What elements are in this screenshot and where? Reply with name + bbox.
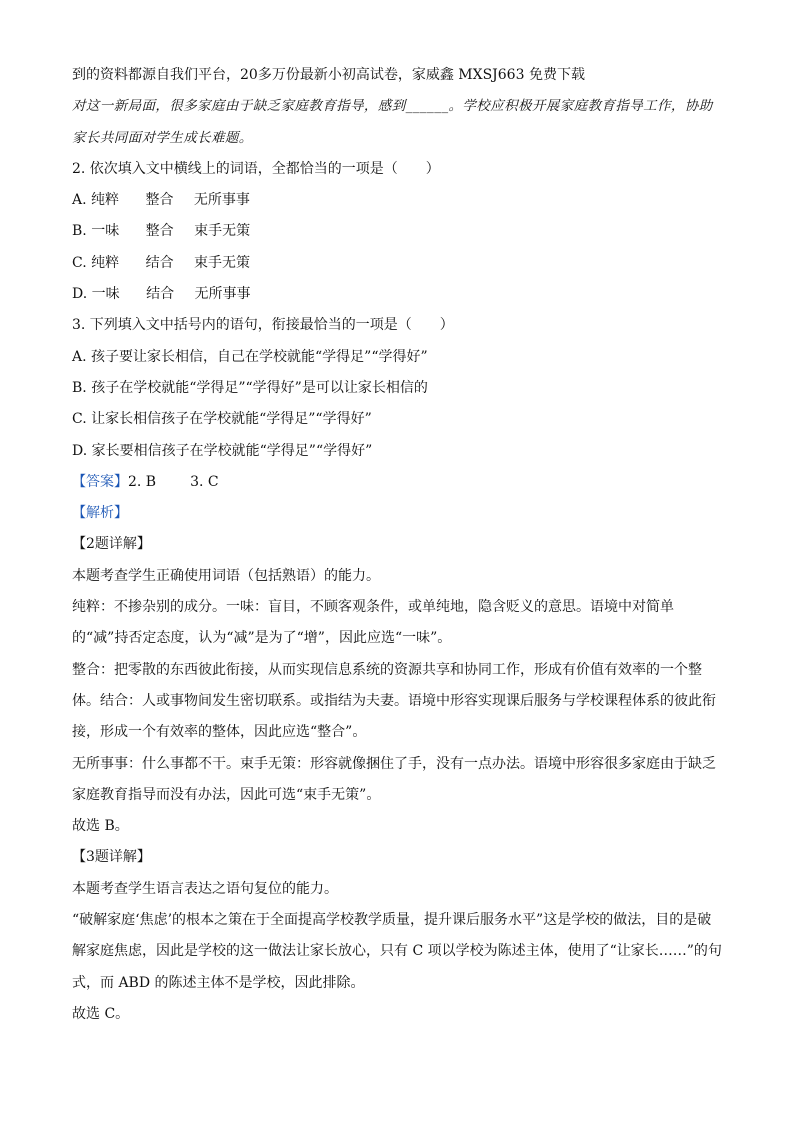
detail-3-paragraph-1: “破解家庭‘焦虑’的根本之策在于全面提高学校教学质量，提升课后服务水平”这是学校的做法，目的是破解家庭焦虑，因此是学校的这一做法让家长放心，只有 C 项以学校为陈述主体，使用了“让家长……”的句式，而 ABD 的陈述主体不是学校，因此排除。 [72, 912, 722, 991]
detail-2-tag: 【2题详解】 [72, 536, 151, 553]
option-word-1: 一味 [91, 286, 120, 303]
detail-2-conclusion: 故选 B。 [72, 818, 129, 835]
document-page [72, 60, 722, 1030]
analysis-tag: 【解析】 [72, 505, 128, 522]
question-2-option-a [72, 185, 722, 216]
option-word-2: 结合 [145, 254, 174, 271]
option-word-1: 纯粹 [91, 192, 120, 209]
option-word-1: 一味 [91, 223, 120, 240]
question-3-option-a: A. 孩子要让家长相信，自己在学校就能“学得足”“学得好” [72, 348, 428, 365]
option-label: B. [72, 223, 87, 240]
option-word-2: 结合 [146, 286, 175, 303]
option-word-2: 整合 [145, 192, 174, 209]
passage-line-2: 家长共同面对学生成长难题。 [72, 129, 253, 146]
option-word-1: 纯粹 [91, 254, 120, 271]
detail-3-tag: 【3题详解】 [72, 849, 151, 866]
option-word-3: 束手无策 [194, 223, 251, 240]
question-3-option-b: B. 孩子在学校就能“学得足”“学得好”是可以让家长相信的 [72, 379, 428, 396]
question-2-option-c [72, 248, 722, 279]
answer-q3: 3. C [190, 473, 219, 490]
answer-tag: 【答案】 [72, 473, 128, 490]
detail-2-paragraph-1: 纯粹：不掺杂别的成分。一味：盲目，不顾客观条件，或单纯地，隐含贬义的意思。语境中对简单的“减”持否定态度，认为“减”是为了“增”，因此应选“一味”。 [72, 599, 674, 647]
option-word-3: 无所事事 [193, 192, 250, 209]
detail-2-intro: 本题考查学生正确使用词语（包括熟语）的能力。 [72, 567, 380, 584]
option-word-3: 无所事事 [194, 286, 251, 303]
question-2-option-b [72, 216, 722, 247]
detail-2-paragraph-3: 无所事事：什么事都不干。束手无策：形容就像捆住了手，没有一点办法。语境中形容很多家庭由于缺乏家庭教育指导而没有办法，因此可选“束手无策”。 [72, 755, 716, 803]
option-word-2: 整合 [145, 223, 174, 240]
option-label: C. [72, 254, 87, 271]
option-label: D. [72, 286, 88, 303]
question-2-option-d [72, 279, 722, 310]
question-3-stem: 3. 下列填入文中括号内的语句，衔接最恰当的一项是（ ） [72, 317, 454, 334]
answer-line [72, 467, 722, 498]
question-3-option-c: C. 让家长相信孩子在学校就能“学得足”“学得好” [72, 411, 372, 428]
question-2-stem: 2. 依次填入文中横线上的词语，全都恰当的一项是（ ） [72, 160, 440, 177]
detail-3-conclusion: 故选 C。 [72, 1005, 130, 1022]
option-word-3: 束手无策 [194, 254, 251, 271]
question-3-option-d: D. 家长要相信孩子在学校就能“学得足”“学得好” [72, 442, 373, 459]
option-label: A. [72, 192, 87, 209]
detail-3-intro: 本题考查学生语言表达之语句复位的能力。 [72, 880, 338, 897]
detail-2-paragraph-2: 整合：把零散的东西彼此衔接，从而实现信息系统的资源共享和协同工作，形成有价值有效率的一个整体。结合：人或事物间发生密切联系。或指结为夫妻。语境中形容实现课后服务与学校课程体系的彼此衔接，形成一个有效率的整体，因此应选“整合”。 [72, 661, 716, 741]
header-note: 到的资料都源自我们平台，20多万份最新小初高试卷，家威鑫 MXSJ663 免费下载 [72, 67, 585, 83]
passage-line-1: 对这一新局面，很多家庭由于缺乏家庭教育指导，感到______。学校应积极开展家庭教育指导工作，协助 [72, 98, 713, 115]
answer-q2: 2. B [128, 473, 157, 490]
